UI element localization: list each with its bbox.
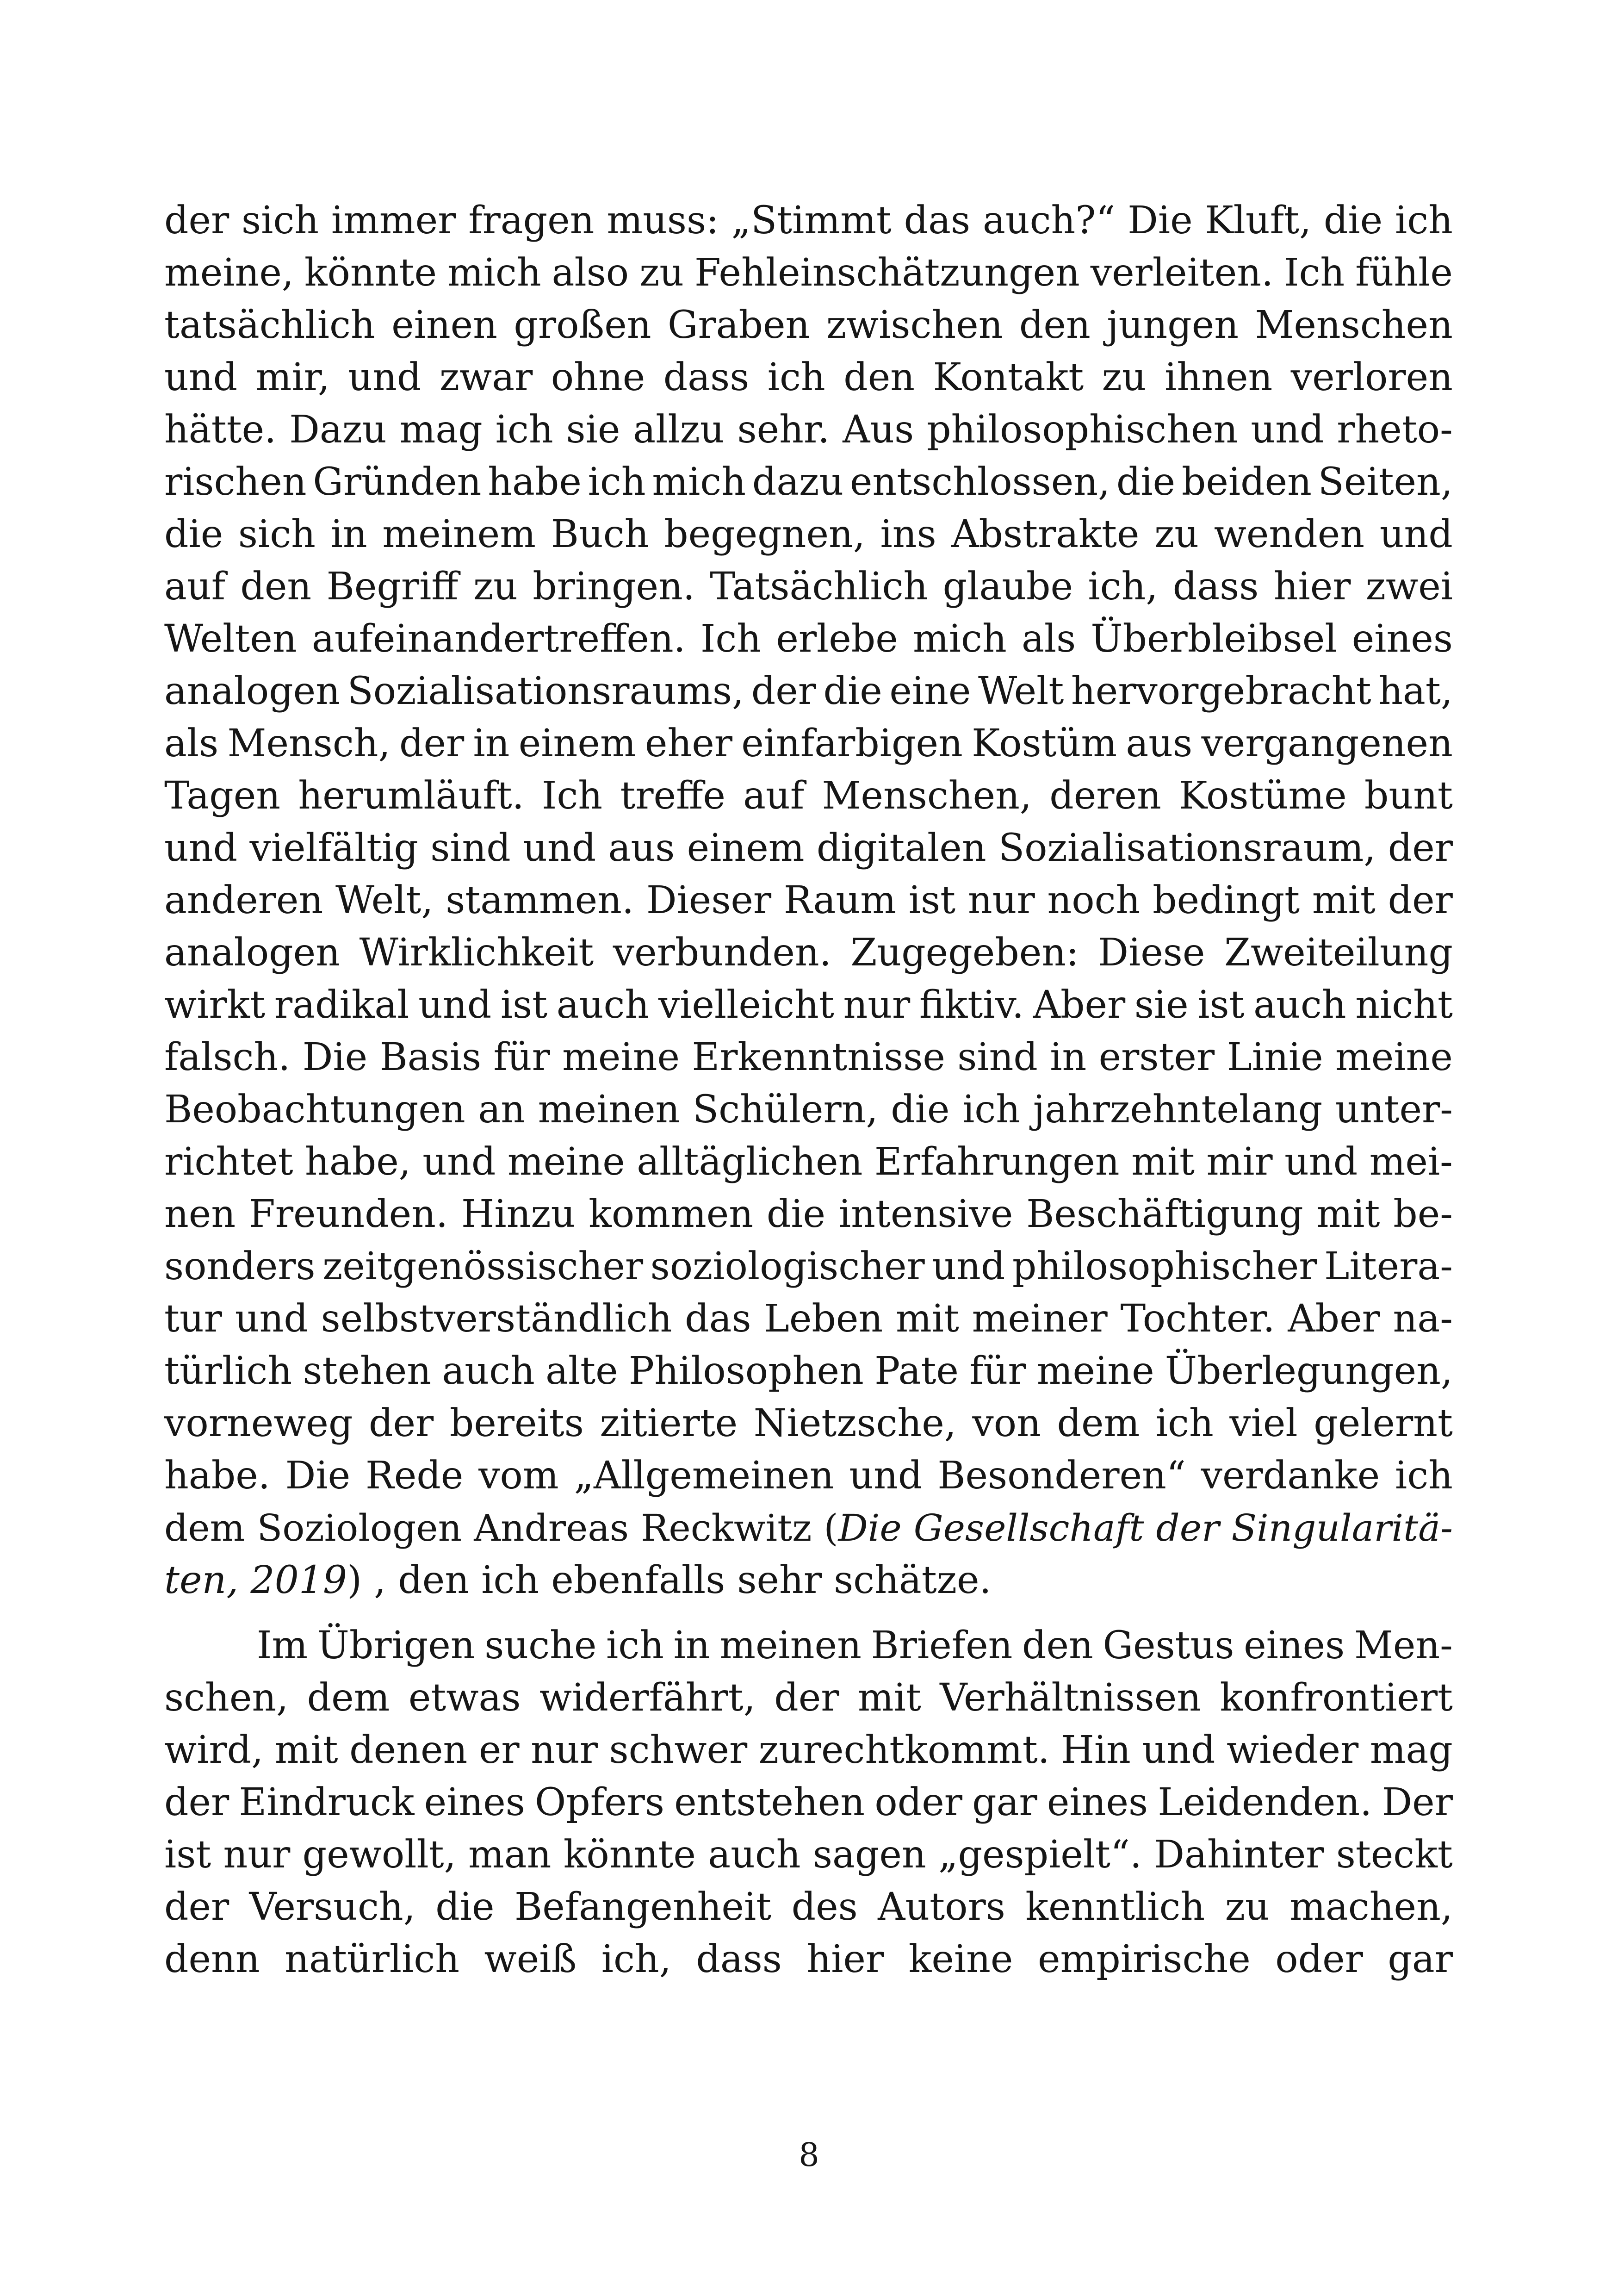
paragraph-gap [164,1606,1453,1619]
citation-tail: ) , den ich ebenfalls sehr schätze. [347,1558,992,1602]
text-line: als Mensch, der in einem eher einfarbigen Kostüm aus vergangenen [164,722,1453,765]
text-line: der Versuch, die Befangenheit des Autors kenntlich zu machen, [164,1885,1453,1929]
text-line: denn natürlich weiß ich, dass hier keine empirische oder gar [164,1937,1453,1981]
text-line: auf den Begriff zu bringen. Tatsächlich glaube ich, dass hier zwei [164,565,1453,609]
text-line: und vielfältig sind und aus einem digitalen Sozialisationsraum, der [164,826,1453,870]
text-line: habe. Die Rede vom „Allgemeinen und Besonderen“ verdanke ich [164,1454,1453,1498]
text-line: analogen Wirklichkeit verbunden. Zugegeben: Diese Zweiteilung [164,931,1453,975]
text-line-citation-end [164,1554,1453,1606]
text-line: schen, dem etwas widerfährt, der mit Verhältnissen konfrontiert [164,1676,1453,1720]
text-line: rischen Gründen habe ich mich dazu entschlossen, die beiden Seiten, [164,460,1453,504]
text-line: tatsächlich einen großen Graben zwischen den jungen Menschen [164,303,1453,347]
text-line: hätte. Dazu mag ich sie allzu sehr. Aus philosophischen und rheto- [164,408,1453,452]
text-line: analogen Sozialisationsraums, der die eine Welt hervorgebracht hat, [164,669,1453,713]
text-line: richtet habe, und meine alltäglichen Erfahrungen mit mir und mei- [164,1140,1453,1184]
text-line: die sich in meinem Buch begegnen, ins Abstrakte zu wenden und [164,512,1453,556]
text-line: Beobachtungen an meinen Schülern, die ich jahrzehntelang unter- [164,1088,1453,1132]
text-line: nen Freunden. Hinzu kommen die intensive Beschäftigung mit be- [164,1192,1453,1236]
citation-lead: dem Soziologen Andreas Reckwitz ( [164,1506,838,1549]
text-line: türlich stehen auch alte Philosophen Pate für meine Überlegungen, [164,1349,1453,1393]
text-line: tur und selbstverständlich das Leben mit meiner Tochter. Aber na- [164,1297,1453,1341]
book-title-part-1: Die Gesellschaft der Singularitä- [838,1506,1453,1549]
text-line: vorneweg der bereits zitierte Nietzsche, von dem ich viel gelernt [164,1401,1453,1445]
text-line: und mir, und zwar ohne dass ich den Kontakt zu ihnen verloren [164,355,1453,399]
book-title-part-2: ten, 2019 [164,1558,347,1602]
page-number: 8 [799,2136,819,2174]
text-line-citation [164,1502,1453,1554]
text-line: Tagen herumläuft. Ich treffe auf Menschen, deren Kostüme bunt [164,774,1453,818]
text-line: wird, mit denen er nur schwer zurechtkommt. Hin und wieder mag [164,1728,1453,1772]
body-text [164,194,1453,1985]
text-line: der sich immer fragen muss: „Stimmt das auch?“ Die Kluft, die ich [164,199,1453,243]
text-line: sonders zeitgenössischer soziologischer und philosophischer Litera- [164,1244,1453,1288]
text-line: Welten aufeinandertreffen. Ich erlebe mich als Überbleibsel eines [164,617,1453,661]
text-line-indented: Im Übrigen suche ich in meinen Briefen den Gestus eines Men- [257,1624,1453,1668]
text-line: der Eindruck eines Opfers entstehen oder gar eines Leidenden. Der [164,1780,1453,1824]
text-line: wirkt radikal und ist auch vielleicht nur fiktiv. Aber sie ist auch nicht [164,983,1453,1027]
text-line: ist nur gewollt, man könnte auch sagen „gespielt“. Dahinter steckt [164,1833,1453,1877]
text-line: falsch. Die Basis für meine Erkenntnisse sind in erster Linie meine [164,1035,1453,1079]
text-line: meine, könnte mich also zu Fehleinschätzungen verleiten. Ich fühle [164,251,1453,295]
text-line: anderen Welt, stammen. Dieser Raum ist nur noch bedingt mit der [164,878,1453,922]
